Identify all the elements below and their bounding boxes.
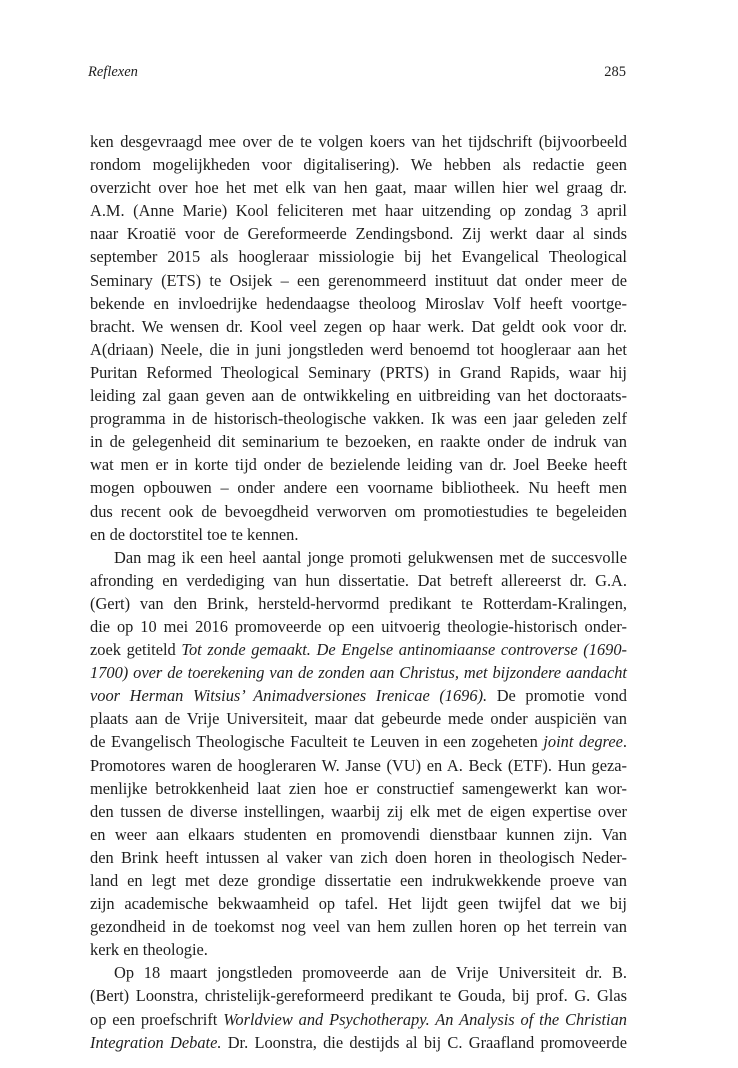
text-line <box>90 661 627 684</box>
text-segment: den Brink heeft intussen al vaker van zich doen horen in theologisch Neder- <box>90 847 627 867</box>
text-line <box>90 892 627 915</box>
text-segment: kerk en theologie. <box>90 940 208 960</box>
text-segment: bekende en invloedrijke hedendaagse theoloog Miroslav Volf heeft voortge- <box>90 293 627 313</box>
italic-title-text: voor Herman Witsius’ Animadversiones Irenicae (1696). <box>90 686 488 706</box>
text-line <box>90 638 627 661</box>
italic-title-text: Worldview and Psychotherapy. An Analysis of the Christian <box>223 1009 627 1029</box>
text-line <box>90 153 627 176</box>
text-line <box>90 1008 627 1031</box>
text-line <box>90 407 627 430</box>
text-line <box>90 384 627 407</box>
text-line <box>90 800 627 823</box>
text-line <box>90 361 627 384</box>
text-line <box>90 245 627 268</box>
paragraph <box>90 546 627 962</box>
text-segment: mogen opbouwen – onder andere een voorname bibliotheek. Nu heeft men <box>90 478 627 498</box>
text-line <box>90 546 627 569</box>
italic-title-text: Integration Debate. <box>90 1032 222 1052</box>
text-line <box>90 754 627 777</box>
text-line <box>90 730 627 753</box>
text-line <box>90 500 627 523</box>
running-head <box>88 64 626 84</box>
text-line <box>90 130 627 153</box>
text-segment: zijn academische bekwaamheid op tafel. Het lijdt geen twijfel dat we bij <box>90 894 627 914</box>
text-line <box>90 984 627 1007</box>
text-line <box>90 615 627 638</box>
text-segment: De promotie vond <box>487 686 627 706</box>
text-line <box>90 777 627 800</box>
paragraph <box>90 130 627 546</box>
text-segment: . <box>622 732 627 752</box>
text-line <box>90 453 627 476</box>
text-segment: Promotores waren de hoogleraren W. Janse (VU) en A. Beck (ETF). Hun geza- <box>90 755 627 775</box>
italic-title-text: Tot zonde gemaakt. De Engelse antinomiaanse controverse (1690- <box>181 640 628 660</box>
text-segment: den tussen de diverse instellingen, waarbij zij elk met de eigen expertise over <box>90 801 627 821</box>
text-segment: de Evangelisch Theologische Faculteit te Leuven in een zogeheten <box>90 732 544 752</box>
text-line <box>90 684 627 707</box>
text-line <box>90 338 627 361</box>
text-line <box>90 592 627 615</box>
text-segment: Op 18 maart jongstleden promoveerde aan de Vrije Universiteit dr. B. <box>114 963 627 983</box>
text-line <box>90 315 627 338</box>
text-segment: leiding zal gaan geven aan de ontwikkeling en uitbreiding van het doctoraats- <box>90 386 627 406</box>
text-line <box>90 915 627 938</box>
text-line <box>90 176 627 199</box>
text-segment: afronding en verdediging van hun dissertatie. Dat betreft allereerst dr. G.A. <box>90 570 627 590</box>
text-line <box>90 569 627 592</box>
text-segment: A(driaan) Neele, die in juni jongstleden werd benoemd tot hoogleraar aan het <box>90 339 627 359</box>
page-number: 285 <box>604 64 626 80</box>
text-line <box>90 199 627 222</box>
text-line <box>90 523 627 546</box>
text-line <box>90 707 627 730</box>
text-segment: september 2015 als hoogleraar missiologie bij het Evangelical Theological <box>90 247 627 267</box>
text-line <box>90 938 627 961</box>
text-segment: Seminary (ETS) te Osijek – een gerenommeerd instituut dat onder meer de <box>90 270 627 290</box>
paragraph <box>90 961 627 1053</box>
body-text <box>90 130 627 1054</box>
text-segment: (Bert) Loonstra, christelijk-gereformeerd predikant te Gouda, bij prof. G. Glas <box>90 986 627 1006</box>
text-line <box>90 269 627 292</box>
text-line <box>90 430 627 453</box>
text-line <box>90 1031 627 1054</box>
text-segment: (Gert) van den Brink, hersteld-hervormd predikant te Rotterdam-Kralingen, <box>90 593 627 613</box>
text-segment: Puritan Reformed Theological Seminary (PRTS) in Grand Rapids, waar hij <box>90 362 627 382</box>
text-segment: bracht. We wensen dr. Kool veel zegen op haar werk. Dat geldt ook voor dr. <box>90 316 627 336</box>
text-line <box>90 292 627 315</box>
text-segment: ken desgevraagd mee over de te volgen koers van het tijdschrift (bijvoorbeeld <box>90 132 627 151</box>
text-segment: in de gelegenheid dit seminarium te bezoeken, en raakte onder de indruk van <box>90 432 627 452</box>
text-segment: Dan mag ik een heel aantal jonge promoti gelukwensen met de succesvolle <box>114 547 627 567</box>
text-line <box>90 869 627 892</box>
text-line <box>90 476 627 499</box>
text-segment: die op 10 mei 2016 promoveerde op een uitvoerig theologie-historisch onder- <box>90 616 627 636</box>
text-segment: plaats aan de Vrije Universiteit, maar dat gebeurde mede onder auspiciën van <box>90 709 627 729</box>
italic-title-text: 1700) over de toerekening van de zonden aan Christus, met bijzondere aandacht <box>90 663 627 683</box>
text-segment: naar Kroatië voor de Gereformeerde Zendingsbond. Zij werkt daar al sinds <box>90 224 627 244</box>
text-line <box>90 823 627 846</box>
text-line <box>90 222 627 245</box>
text-segment: land en legt met deze grondige dissertatie een indrukwekkende proeve van <box>90 871 627 890</box>
text-segment: en de doctorstitel toe te kennen. <box>90 524 299 544</box>
text-segment: rondom mogelijkheden voor digitalisering). We hebben als redactie geen <box>90 155 627 175</box>
text-line <box>90 846 627 869</box>
text-segment: wat men er in korte tijd onder de bezielende leiding van dr. Joel Beeke heeft <box>90 455 627 475</box>
text-segment: op een proefschrift <box>90 1009 224 1029</box>
text-segment: dus recent ook de bevoegdheid verworven om promotiestudies te begeleiden <box>90 501 627 521</box>
text-segment: en weer aan elkaars studenten en promovendi dienstbaar kunnen zijn. Van <box>90 824 627 844</box>
italic-title-text: joint degree <box>543 732 623 752</box>
text-segment: programma in de historisch-theologische vakken. Ik was een jaar geleden zelf <box>90 409 627 429</box>
running-title: Reflexen <box>88 64 138 80</box>
text-segment: A.M. (Anne Marie) Kool feliciteren met haar uitzending op zondag 3 april <box>90 201 627 221</box>
text-segment: gezondheid in de toekomst nog veel van hem zullen horen op het terrein van <box>90 917 627 937</box>
text-line <box>90 961 627 984</box>
text-segment: overzicht over hoe het met elk van hen gaat, maar willen hier wel graag dr. <box>90 178 627 198</box>
text-segment: Dr. Loonstra, die destijds al bij C. Graafland promoveerde <box>221 1032 627 1052</box>
text-segment: zoek getiteld <box>90 640 182 660</box>
text-segment: menlijke betrokkenheid laat zien hoe er constructief samengewerkt kan wor- <box>90 778 627 798</box>
